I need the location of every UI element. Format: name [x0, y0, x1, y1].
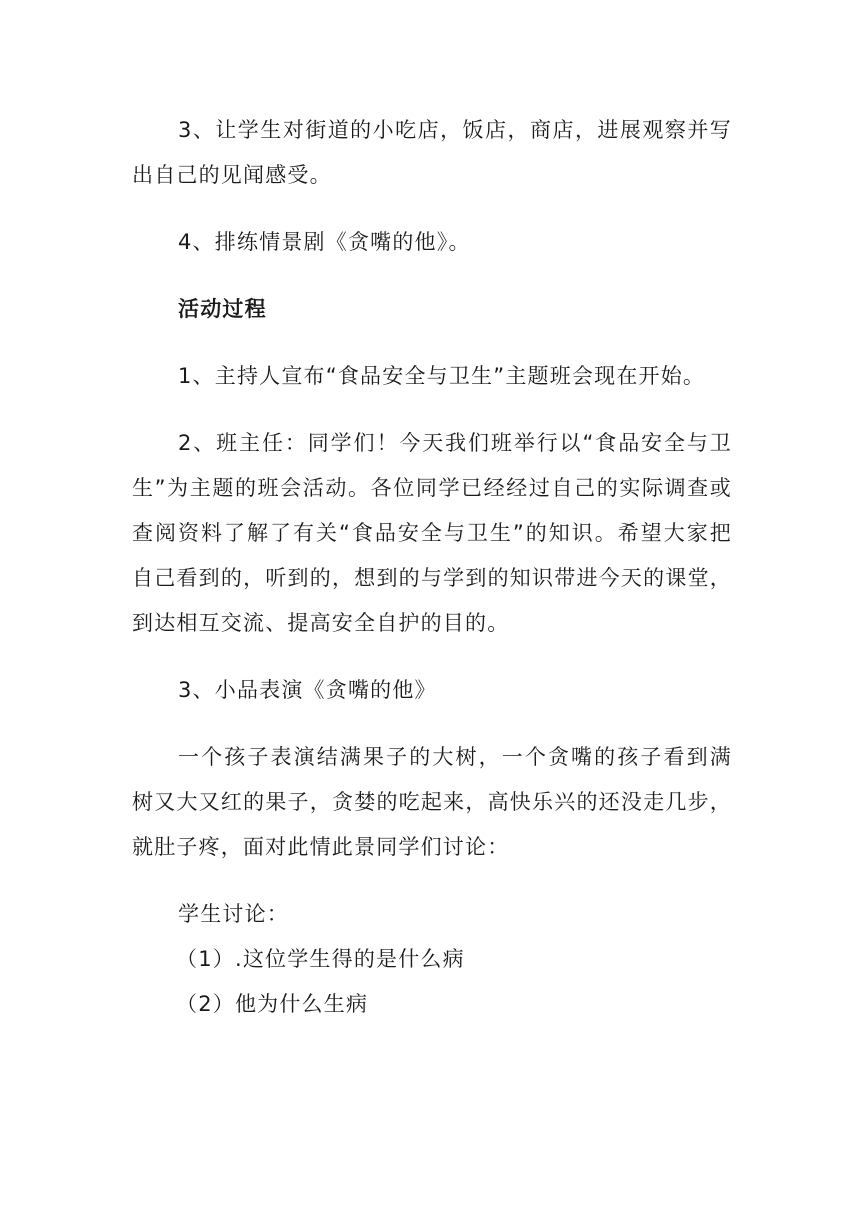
discussion-question-2: （2）他为什么生病 [176, 992, 369, 1016]
paragraph-preparation-3: 3、让学生对街道的小吃店，饭店，商店，进展观察并写出自己的见闻感受。 [132, 118, 732, 187]
paragraph-step-1: 1、主持人宣布“食品安全与卫生”主题班会现在开始。 [178, 364, 706, 388]
discussion-question-1: （1）.这位学生得的是什么病 [176, 947, 465, 971]
paragraph-skit-description: 一个孩子表演结满果子的大树，一个贪嘴的孩子看到满树又大又红的果子，贪婪的吃起来，高快乐兴的还没走几步，就肚子疼，面对此情此景同学们讨论： [132, 745, 732, 859]
paragraph-step-2: 2、班主任：同学们！今天我们班举行以“食品安全与卫生”为主题的班会活动。各位同学已经经过自己的实际调查或查阅资料了解了有关“食品安全与卫生”的知识。希望大家把自己看到的，听到的，想到的与学到的知识带进今天的课堂，到达相互交流、提高安全自护的目的。 [132, 431, 732, 635]
paragraph-preparation-4: 4、排练情景剧《贪嘴的他》。 [178, 230, 471, 254]
document-body [132, 108, 732, 1027]
paragraph-student-discussion: 学生讨论： [178, 902, 289, 926]
paragraph-step-3: 3、小品表演《贪嘴的他》 [178, 678, 437, 702]
section-heading-activity-process: 活动过程 [178, 297, 267, 321]
